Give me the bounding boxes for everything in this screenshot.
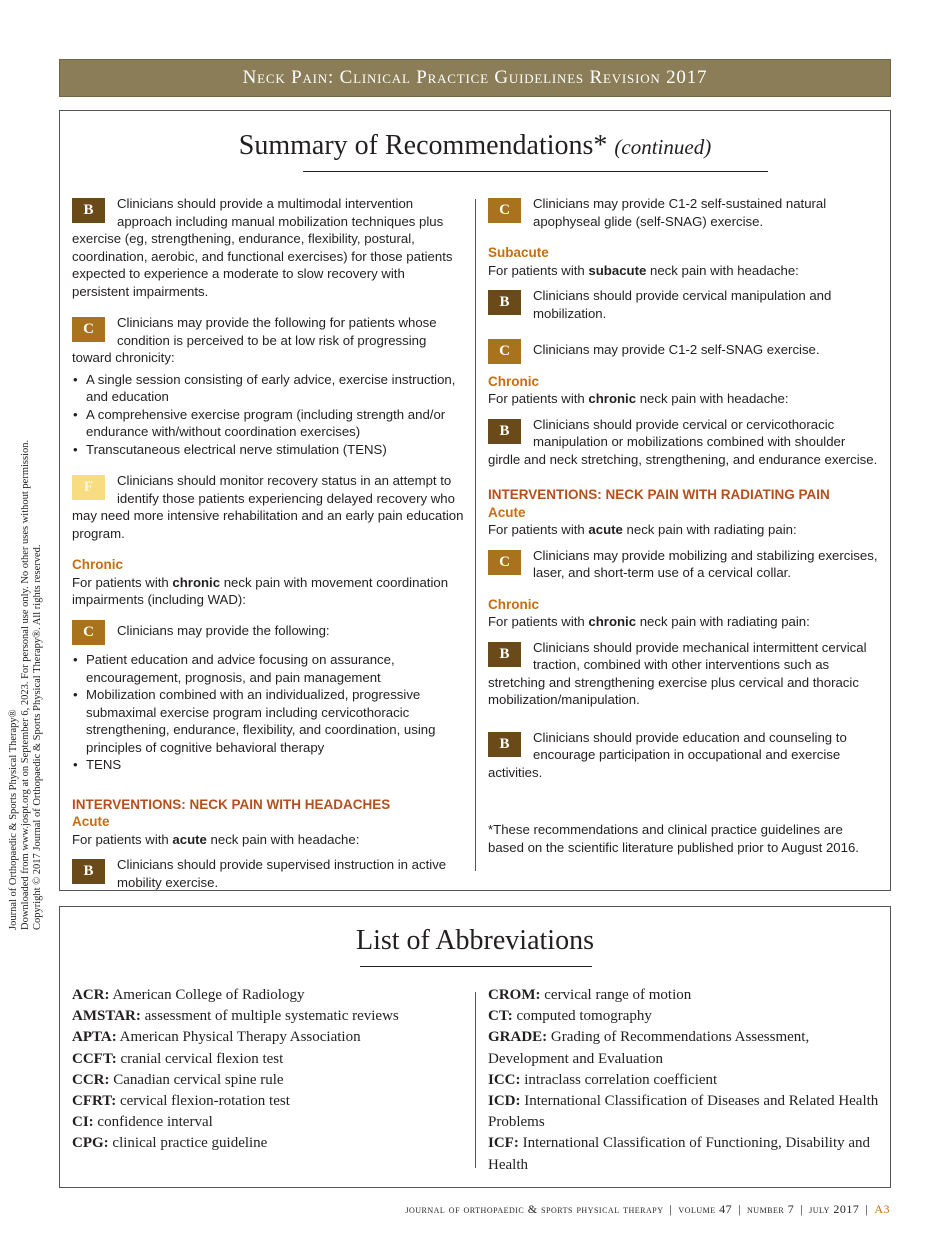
recommendation [72,617,464,640]
grade-badge: B [72,859,105,884]
sidebar-line: Copyright © 2017 Journal of Orthopaedic & Sports Physical Therapy®. All rights reserved. [32,544,43,930]
recommendation [488,195,880,230]
recommendation [72,856,464,891]
list-item: • Patient education and advice focusing on assurance, encouragement, prognosis, and pain management [72,651,464,686]
abbreviation-entry: AMSTAR: assessment of multiple systematic reviews [72,1008,399,1025]
subheading-acute: Acute [488,504,526,520]
list-item: • Transcutaneous electrical nerve stimulation (TENS) [72,441,464,459]
summary-box [59,110,891,891]
list-item: • Mobilization combined with an individualized, progressive submaximal exercise program including cervicothoracic strengthening, endurance, flexibility, and coordination, using principles of cognitive behavioral therapy [72,686,464,756]
recommendation-text: Clinicians may provide mobilizing and stabilizing exercises, laser, and short-term use of a cervical collar. [533,547,878,580]
abbreviations-right-column [488,985,883,1176]
recommendation-text: Clinicians should provide cervical or cervicothoracic manipulation or mobilizations combined with shoulder girdle and neck stretching, strengthening, and endurance exercise. [488,416,878,467]
recommendation-text: Clinicians should monitor recovery status in an attempt to identify those patients experiencing delayed recovery who may need more intensive rehabilitation and an early pain education program. [72,473,464,541]
recommendation [488,336,880,359]
recommendation-text: Clinicians should provide education and counseling to encourage participation in occupational and exercise activities. [488,729,847,780]
recommendation [488,416,880,469]
subheading-chronic: Chronic [72,557,124,572]
issue-number: number 7 [747,1202,795,1216]
page-number: A3 [874,1202,890,1216]
abbreviations-title: List of Abbreviations [356,925,594,956]
recommendation [72,195,464,300]
summary-title-text: Summary of Recommendations* [238,130,608,161]
grade-badge: C [72,317,105,342]
list-item: • TENS [72,756,464,774]
recommendation [72,314,464,367]
grade-badge: B [488,642,521,667]
list-item: • A single session consisting of early advice, exercise instruction, and education [72,371,464,406]
subheading-chronic: Chronic [488,373,540,389]
recommendation-text: Clinicians may provide C1-2 self-sustained natural apophyseal glide (self-SNAG) exercise. [533,196,827,229]
grade-badge: C [488,198,521,223]
title-rule [303,171,768,172]
abbreviations-box [59,906,891,1188]
bullet-list [72,371,464,459]
abbreviation-entry: CFRT: cervical flexion-rotation test [72,1093,290,1110]
grade-badge: C [488,550,521,575]
grade-badge: B [72,198,105,223]
copyright-sidebar [8,370,44,930]
abbreviation-entry: APTA: American Physical Therapy Association [72,1029,361,1046]
abbreviation-entry: CCR: Canadian cervical spine rule [72,1071,284,1088]
issue-date: july 2017 [809,1202,860,1216]
recommendation [488,287,880,322]
recommendation [488,547,880,582]
recommendation-text: Clinicians may provide the following for patients whose condition is perceived to be at low risk of progressing toward chronicity: [72,315,437,365]
abbreviation-entry: ICD: International Classification of Diseases and Related Health Problems [488,1093,879,1131]
abbreviation-entry: CPG: clinical practice guideline [72,1135,268,1152]
summary-title [60,130,890,162]
grade-badge: B [488,290,521,315]
abbreviation-entry: ICC: intraclass correlation coefficient [488,1071,718,1088]
summary-right-column [488,195,880,856]
abbreviation-entry: GRADE: Grading of Recommendations Assessment, Development and Evaluation [488,1029,810,1067]
patient-intro: For patients with acute neck pain with headache: [72,831,360,847]
patient-intro: For patients with chronic neck pain with radiating pain: [488,614,810,629]
subheading-subacute: Subacute [488,245,549,260]
recommendation-text: Clinicians should provide mechanical intermittent cervical traction, combined with other interventions such as stretching and strengthening exercise plus cervical and thoracic mobilization/manipulation. [488,639,867,707]
footnote: *These recommendations and clinical practice guidelines are based on the scientific literature published prior to August 2016. [488,822,859,855]
patient-intro: For patients with chronic neck pain with movement coordination impairments (including WAD): [72,574,449,607]
grade-badge: B [488,419,521,444]
journal-name: journal of orthopaedic & sports physical therapy [405,1202,664,1216]
sidebar-line: Downloaded from www.jospt.org at on September 6, 2023. For personal use only. No other uses without permission. [20,439,31,930]
abbreviation-entry: ACR: American College of Radiology [72,987,305,1003]
column-divider [475,992,476,1168]
bullet-list [72,651,464,774]
recommendation [488,729,880,782]
recommendation-text: Clinicians may provide the following: [117,622,330,638]
abbreviation-entry: ICF: International Classification of Functioning, Disability and Health [488,1135,871,1173]
section-heading-radiating: INTERVENTIONS: NECK PAIN WITH RADIATING PAIN [488,487,830,502]
recommendation-text: Clinicians should provide cervical manipulation and mobilization. [533,288,832,321]
grade-badge: C [488,339,521,364]
sidebar-line: Journal of Orthopaedic & Sports Physical Therapy® [8,709,19,930]
running-header-banner: Neck Pain: Clinical Practice Guidelines Revision 2017 [59,59,891,97]
recommendation-text: Clinicians should provide supervised instruction in active mobility exercise. [117,857,447,890]
list-item: • A comprehensive exercise program (including strength and/or endurance with/without coordination exercises) [72,406,464,441]
subheading-chronic: Chronic [488,596,540,612]
grade-badge: F [72,475,105,500]
summary-left-column [72,195,464,905]
patient-intro: For patients with acute neck pain with radiating pain: [488,522,797,537]
patient-intro: For patients with subacute neck pain with headache: [488,262,799,278]
grade-badge: C [72,620,105,645]
recommendation [488,639,880,709]
recommendation-text: Clinicians should provide a multimodal intervention approach including manual mobilization techniques plus exercise (eg, strengthening, endurance, flexibility, postural, coordination, aerobic, and functional exercises) for those patients expected to experience a moderate to slow recovery with persistent impairments. [72,196,453,299]
recommendation [72,472,464,542]
recommendation-text: Clinicians may provide C1-2 self-SNAG exercise. [533,342,820,357]
patient-intro: For patients with chronic neck pain with headache: [488,391,789,406]
abbreviation-entry: CI: confidence interval [72,1114,213,1131]
title-rule [360,966,592,967]
grade-badge: B [488,732,521,757]
column-divider [475,199,476,871]
abbreviation-entry: CROM: cervical range of motion [488,987,692,1003]
section-heading-headaches: INTERVENTIONS: NECK PAIN WITH HEADACHES [72,796,391,812]
summary-title-continued: (continued) [614,135,712,159]
abbreviation-entry: CCFT: cranial cervical flexion test [72,1050,284,1067]
abbreviations-left-column [72,985,467,1155]
abbreviation-entry: CT: computed tomography [488,1008,652,1025]
volume: volume 47 [678,1202,733,1216]
page-footer: journal of orthopaedic & sports physical therapy | volume 47 | number 7 | july 2017 | A3 [405,1202,890,1216]
subheading-acute: Acute [72,814,110,829]
